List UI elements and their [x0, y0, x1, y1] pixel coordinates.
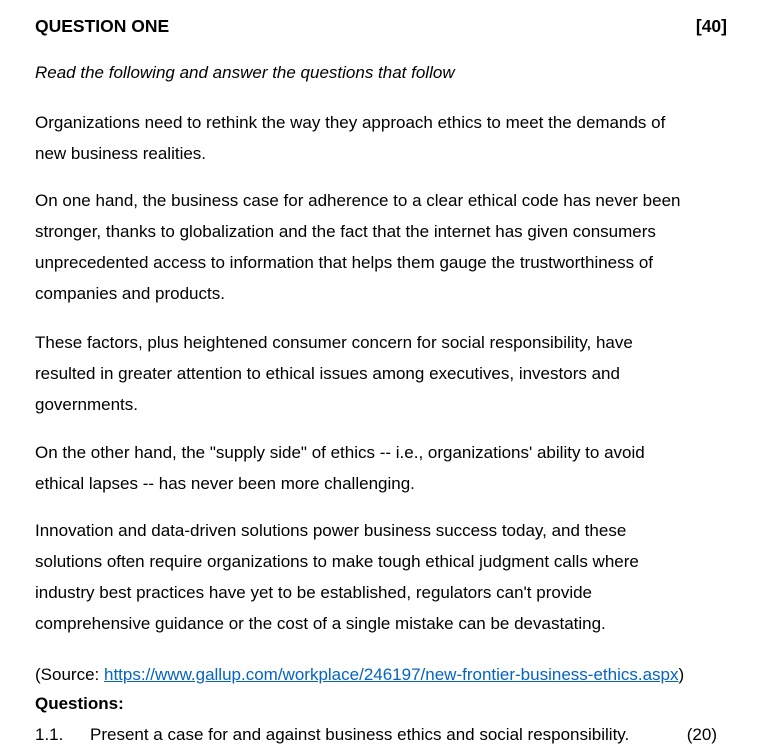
paragraph-4 — [35, 437, 735, 499]
paragraph-1 — [35, 107, 735, 169]
paragraph-line: unprecedented access to information that helps them gauge the trustworthiness of — [35, 253, 654, 272]
paragraph-line: Innovation and data-driven solutions power business success today, and these — [35, 521, 627, 540]
source-link[interactable]: https://www.gallup.com/workplace/246197/new-frontier-business-ethics.aspx — [103, 665, 679, 684]
paragraph-line: comprehensive guidance or the cost of a single mistake can be devastating. — [35, 614, 606, 633]
question-marks: (20) — [686, 725, 717, 744]
source-suffix: ) — [678, 665, 685, 684]
source-prefix: (Source: — [35, 665, 104, 684]
instruction-text: Read the following and answer the questions that follow — [35, 63, 455, 82]
question-title: QUESTION ONE — [35, 16, 170, 36]
paragraph-line: On the other hand, the "supply side" of ethics -- i.e., organizations' ability to avoid — [35, 443, 645, 462]
paragraph-line: resulted in greater attention to ethical issues among executives, investors and — [35, 364, 620, 383]
paragraph-line: industry best practices have yet to be established, regulators can't provide — [35, 583, 592, 602]
paragraph-5 — [35, 515, 735, 639]
paragraph-2 — [35, 185, 735, 309]
paragraph-line: On one hand, the business case for adherence to a clear ethical code has never been — [35, 191, 681, 210]
question-heading — [35, 16, 727, 38]
paragraph-line: These factors, plus heightened consumer concern for social responsibility, have — [35, 333, 633, 352]
question-total-marks: [40] — [695, 16, 727, 36]
question-number: 1.1. — [35, 725, 64, 744]
paragraph-line: ethical lapses -- has never been more challenging. — [35, 474, 415, 493]
paragraph-line: stronger, thanks to globalization and the fact that the internet has given consumers — [35, 222, 656, 241]
paragraph-line: new business realities. — [35, 144, 207, 163]
question-text: Present a case for and against business ethics and social responsibility. — [90, 725, 630, 744]
paragraph-line: governments. — [35, 395, 138, 414]
paragraph-line: Organizations need to rethink the way they approach ethics to meet the demands of — [35, 113, 666, 132]
paragraph-line: companies and products. — [35, 284, 225, 303]
paragraph-line: solutions often require organizations to make tough ethical judgment calls where — [35, 552, 639, 571]
questions-label: Questions: — [35, 694, 124, 713]
source-citation — [35, 659, 684, 690]
paragraph-3 — [35, 327, 735, 420]
